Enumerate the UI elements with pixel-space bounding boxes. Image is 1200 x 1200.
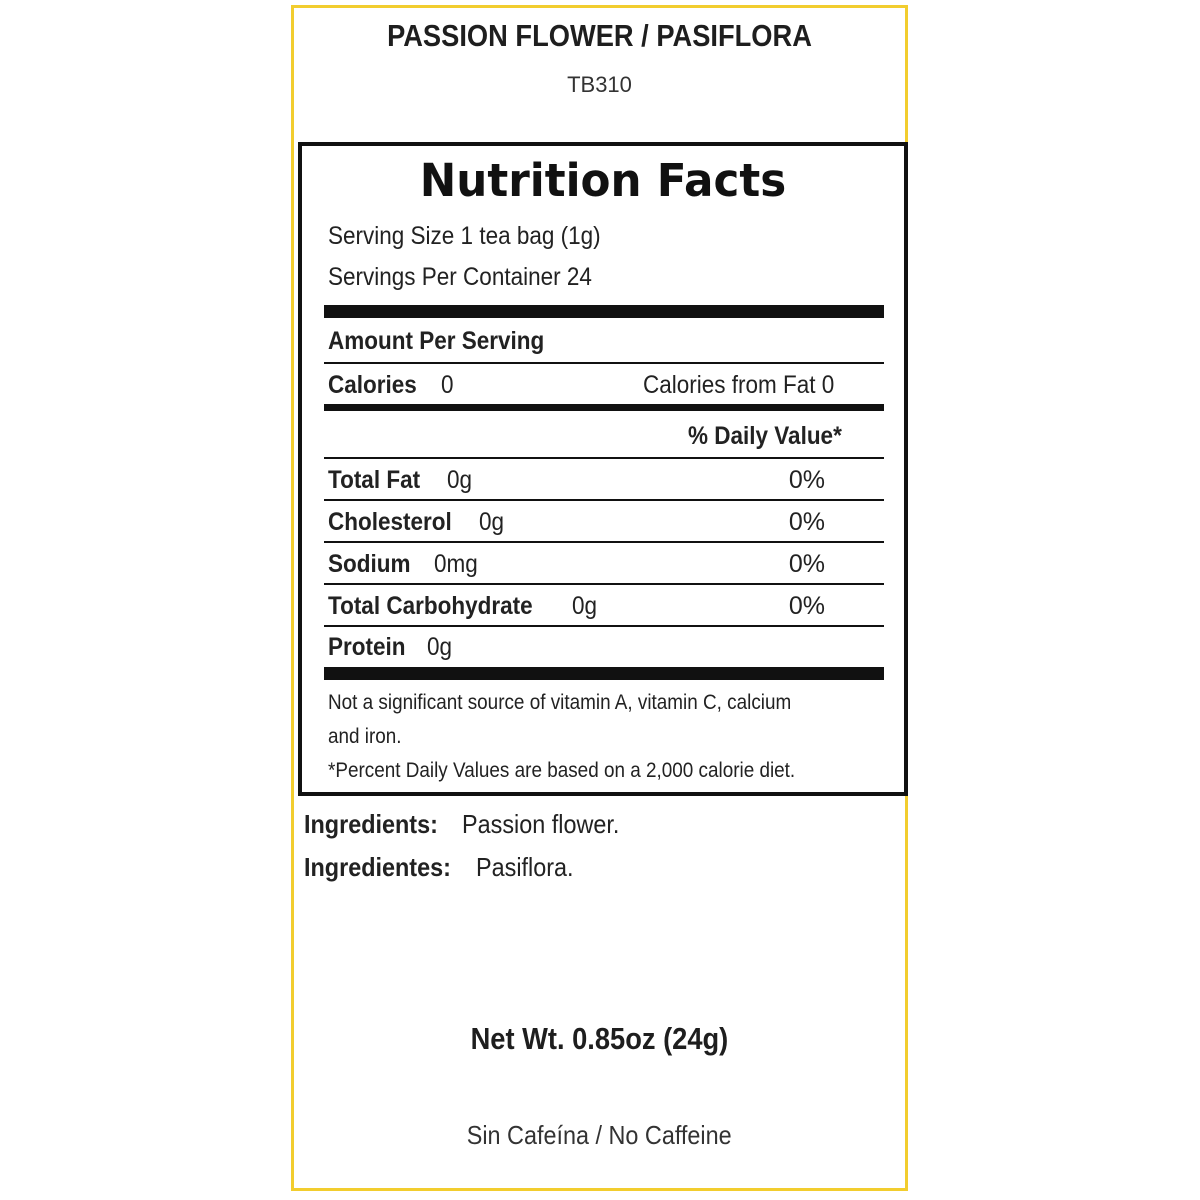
vitamin-note-line1: Not a significant source of vitamin A, vitamin C, calcium (328, 691, 792, 714)
serving-size: Serving Size 1 tea bag (1g) (328, 222, 601, 250)
ingredients-value-en: Passion flower. (462, 809, 620, 839)
nutrition-facts-panel (298, 142, 908, 796)
caffeine-statement (294, 1120, 905, 1151)
nutrient-amount-protein: 0g (427, 633, 453, 661)
vitamin-note-line2: and iron. (328, 725, 402, 748)
ingredients-label-en: Ingredients: (304, 809, 438, 839)
net-weight (294, 1021, 905, 1057)
divider (324, 362, 884, 364)
calories-value: 0 (441, 371, 454, 399)
nutrient-amount-cholesterol: 0g (479, 508, 505, 536)
divider (324, 499, 884, 501)
product-code: TB310 (567, 72, 632, 97)
divider (324, 583, 884, 585)
nutrient-percent-cholesterol: 0% (788, 508, 825, 536)
daily-value-header: % Daily Value* (688, 422, 842, 450)
calories-from-fat: Calories from Fat 0 (643, 371, 835, 399)
calories-label: Calories (328, 371, 417, 399)
ingredients-value-es: Pasiflora. (476, 852, 574, 882)
product-label (291, 5, 908, 1191)
caffeine-text: Sin Cafeína / No Caffeine (467, 1120, 732, 1150)
nutrient-percent-total-fat: 0% (788, 466, 825, 494)
amount-per-serving: Amount Per Serving (328, 327, 545, 355)
nutrient-percent-sodium: 0% (788, 550, 825, 578)
divider (324, 457, 884, 459)
medium-divider (324, 404, 884, 411)
nutrient-label-sodium: Sodium (328, 550, 411, 578)
nutrition-facts-heading: Nutrition Facts (419, 154, 787, 207)
thick-divider (324, 305, 884, 318)
nutrient-label-cholesterol: Cholesterol (328, 508, 452, 536)
ingredients-label-es: Ingredientes: (304, 852, 451, 882)
nutrient-amount-total-fat: 0g (447, 466, 473, 494)
nutrient-label-total-carbohydrate: Total Carbohydrate (328, 592, 533, 620)
nutrient-label-protein: Protein (328, 633, 406, 661)
daily-value-footnote: *Percent Daily Values are based on a 2,000 calorie diet. (328, 759, 796, 782)
divider (324, 541, 884, 543)
nutrient-amount-sodium: 0mg (434, 550, 478, 578)
product-title: PASSION FLOWER / PASIFLORA (387, 18, 812, 53)
divider (324, 625, 884, 627)
nutrient-amount-total-carbohydrate: 0g (572, 592, 598, 620)
nutrient-percent-total-carbohydrate: 0% (788, 592, 825, 620)
nutrient-label-total-fat: Total Fat (328, 466, 421, 494)
net-weight-text: Net Wt. 0.85oz (24g) (470, 1021, 729, 1056)
thick-divider (324, 667, 884, 680)
servings-per-container: Servings Per Container 24 (328, 263, 592, 291)
